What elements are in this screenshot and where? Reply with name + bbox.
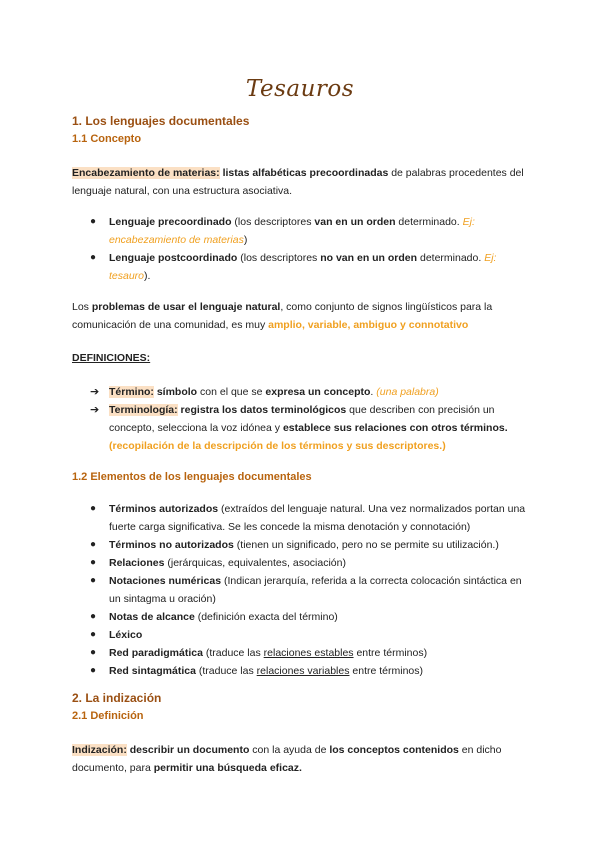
definition-text: con el que se [197,386,266,398]
definition-example: (una palabra) [376,386,439,398]
list-item-text: (jerárquicas, equivalentes, asociación) [164,557,346,569]
indizacion-bold: describir un documento [126,744,250,756]
definition-text: . [370,386,377,398]
subsection-heading-elementos: 1.2 Elementos de los lenguajes documentales [72,471,312,483]
bullet-icon: ● [90,503,97,514]
list-item-term: Red paradigmática [109,647,203,659]
list-item [90,554,530,572]
encabezamiento-paragraph [72,164,532,200]
list-item-term: Notaciones numéricas [109,575,222,587]
definition-bold: registra los datos terminológicos [177,404,347,416]
bullet-icon: ● [90,539,97,550]
definition-text: que describen con precisión un concepto, selecciona la voz idónea y [109,404,495,434]
list-item [90,662,530,680]
definition-term: Término: [109,386,154,398]
list-item-text: determinado. [417,252,485,264]
list-item-term: Notas de alcance [109,611,195,623]
list-item-term: Lenguaje precoordinado [109,216,232,228]
list-item [90,536,530,554]
encabezamiento-bold: listas alfabéticas precoordinadas [222,167,389,179]
list-item-bold: van en un orden [314,216,396,228]
coordination-list [90,213,530,285]
definition-bold: establece sus relaciones con otros términos. [282,422,508,434]
list-item [90,500,530,536]
list-item [90,572,530,608]
list-item [90,401,530,455]
list-item-text: (los descriptores [231,216,315,228]
indizacion-bold: permitir una búsqueda eficaz. [153,762,302,774]
page-title: Tesauros [245,76,355,102]
problem-paragraph [72,298,532,334]
list-item-example: Ej: encabezamiento de materias [109,216,475,246]
bullet-icon: ● [90,252,97,263]
problem-accent: amplio, variable, ambiguo y connotativo [268,319,469,331]
list-item-term: Red sintagmática [109,665,196,677]
list-item [90,626,530,644]
list-item-underlined: relaciones estables [263,647,354,659]
arrow-icon: ➔ [90,386,100,398]
definition-bold: símbolo [153,386,198,398]
list-item-text: (extraídos del lenguaje natural. Una vez normalizados portan una fuerte carga significativa. Se les concede la misma denotación y connotación) [109,503,526,533]
list-item [90,249,530,285]
list-item-text: (traduce las [195,665,257,677]
definition-term: Terminología: [109,404,178,416]
indizacion-text: con la ayuda de [249,744,330,756]
bullet-icon: ● [90,629,97,640]
problem-bold: problemas de usar el lenguaje natural [91,301,281,313]
section-heading-indizacion: 2. La indización [72,691,162,705]
list-item [90,213,530,249]
bullet-icon: ● [90,575,97,586]
list-item [90,608,530,626]
definiciones-heading: DEFINICIONES: [72,352,151,364]
list-item-text: ). [144,270,151,282]
list-item-text: ) [243,234,248,246]
problem-text: Los [72,301,92,313]
indizacion-paragraph [72,741,532,777]
elements-list [90,500,530,680]
section-heading-lenguajes: 1. Los lenguajes documentales [72,114,250,128]
list-item-example: Ej: tesauro [109,252,497,282]
list-item-underlined: relaciones variables [256,665,350,677]
bullet-icon: ● [90,557,97,568]
bullet-icon: ● [90,611,97,622]
list-item-text: (los descriptores [237,252,321,264]
indizacion-text: en dicho documento, para [72,744,502,774]
list-item-text: (Indican jerarquía, referida a la correcta colocación sintáctica en un sintagma u oración) [109,575,522,605]
indizacion-bold: los conceptos contenidos [329,744,459,756]
list-item-text: (definición exacta del término) [194,611,338,623]
list-item-term: Léxico [109,629,143,641]
definitions-list [90,383,530,455]
definition-example: (recopilación de la descripción de los términos y sus descriptores.) [109,440,446,452]
encabezamiento-term: Encabezamiento de materias: [72,167,220,179]
list-item-bold: no van en un orden [320,252,418,264]
list-item-text: (tienen un significado, pero no se permite su utilización.) [233,539,499,551]
list-item-text: entre términos) [353,647,428,659]
list-item-text: entre términos) [349,665,423,677]
list-item-term: Relaciones [109,557,165,569]
list-item-text: (traduce las [202,647,264,659]
bullet-icon: ● [90,647,97,658]
definition-bold: expresa un concepto [265,386,371,398]
problem-text: , como conjunto de signos lingüísticos para la comunicación de una comunidad, es muy [72,301,493,331]
list-item-term: Términos autorizados [109,503,219,515]
encabezamiento-text: de palabras procedentes del lenguaje natural, con una estructura asociativa. [72,167,524,197]
list-item [90,644,530,662]
arrow-icon: ➔ [90,404,100,416]
indizacion-term: Indización: [72,744,127,756]
bullet-icon: ● [90,216,97,227]
subsection-heading-concepto: 1.1 Concepto [72,133,142,145]
list-item-term: Términos no autorizados [109,539,234,551]
list-item-text: determinado. [395,216,463,228]
subsection-heading-definicion: 2.1 Definición [72,710,144,722]
list-item-term: Lenguaje postcoordinado [109,252,238,264]
bullet-icon: ● [90,665,97,676]
list-item [90,383,530,401]
